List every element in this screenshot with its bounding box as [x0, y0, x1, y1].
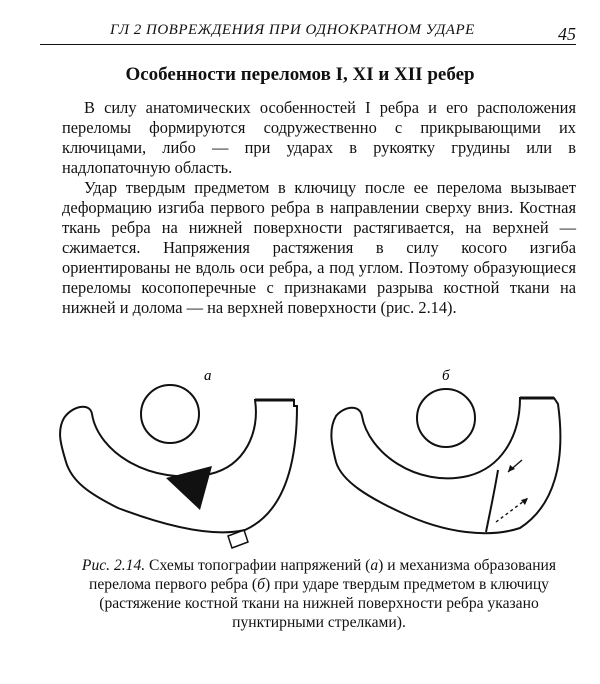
section-title: Особенности переломов I, XI и XII ребер	[125, 64, 475, 85]
tension-arrowhead-b	[521, 498, 528, 505]
fracture-line-b	[486, 470, 498, 532]
clavicle-section-a	[141, 385, 199, 443]
clavicle-section-b	[417, 389, 475, 447]
rib-diagrams	[50, 362, 586, 552]
body-text	[62, 98, 576, 318]
first-rib-outline-b	[331, 398, 560, 533]
caption-text-2: ) и механизма образования перелома первого ребра (	[89, 557, 557, 593]
running-head: ГЛ 2 ПОВРЕЖДЕНИЯ ПРИ ОДНОКРАТНОМ УДАРЕ	[110, 22, 475, 38]
figure-caption	[62, 556, 576, 632]
caption-text-3: ) при ударе твердым предметом в ключицу (растяжение костной ткани на нижней поверхности ребра указано пунктирными стрелками).	[99, 576, 549, 631]
page-number: 45	[558, 24, 576, 44]
first-rib-outline-a	[60, 400, 297, 532]
panel-label-a: а	[204, 368, 212, 384]
stress-wedge-a	[166, 466, 212, 510]
panel-label-b: б	[442, 368, 450, 384]
caption-label: Рис. 2.14.	[81, 557, 146, 574]
page-header	[40, 14, 576, 45]
caption-text-1: Схемы топографии напряжений (	[145, 557, 371, 574]
paragraph: В силу анатомических особенностей I ребра и его расположения переломы формируются содружественно с прикрывающими их ключицами, либо — при ударах в рукоятку грудины или в надлопаточную область.	[62, 98, 576, 177]
figure-2-14	[50, 362, 586, 552]
paragraph: Удар твердым предметом в ключицу после ее перелома вызывает деформацию изгиба первого ребра в направлении сверху вниз. Костная ткань ребра на нижней поверхности растягивается, на верхней — сжимается. Напряжения растяжения в силу косого изгиба ориентированы не вдоль оси ребра, а под углом. Поэтому образующиеся переломы косопоперечные с признаками разрыва костной ткани на нижней и долома — на верхней поверхности (рис. 2.14).	[62, 178, 576, 317]
caption-italic-b: б	[257, 576, 265, 593]
caption-italic-a: а	[370, 557, 379, 574]
